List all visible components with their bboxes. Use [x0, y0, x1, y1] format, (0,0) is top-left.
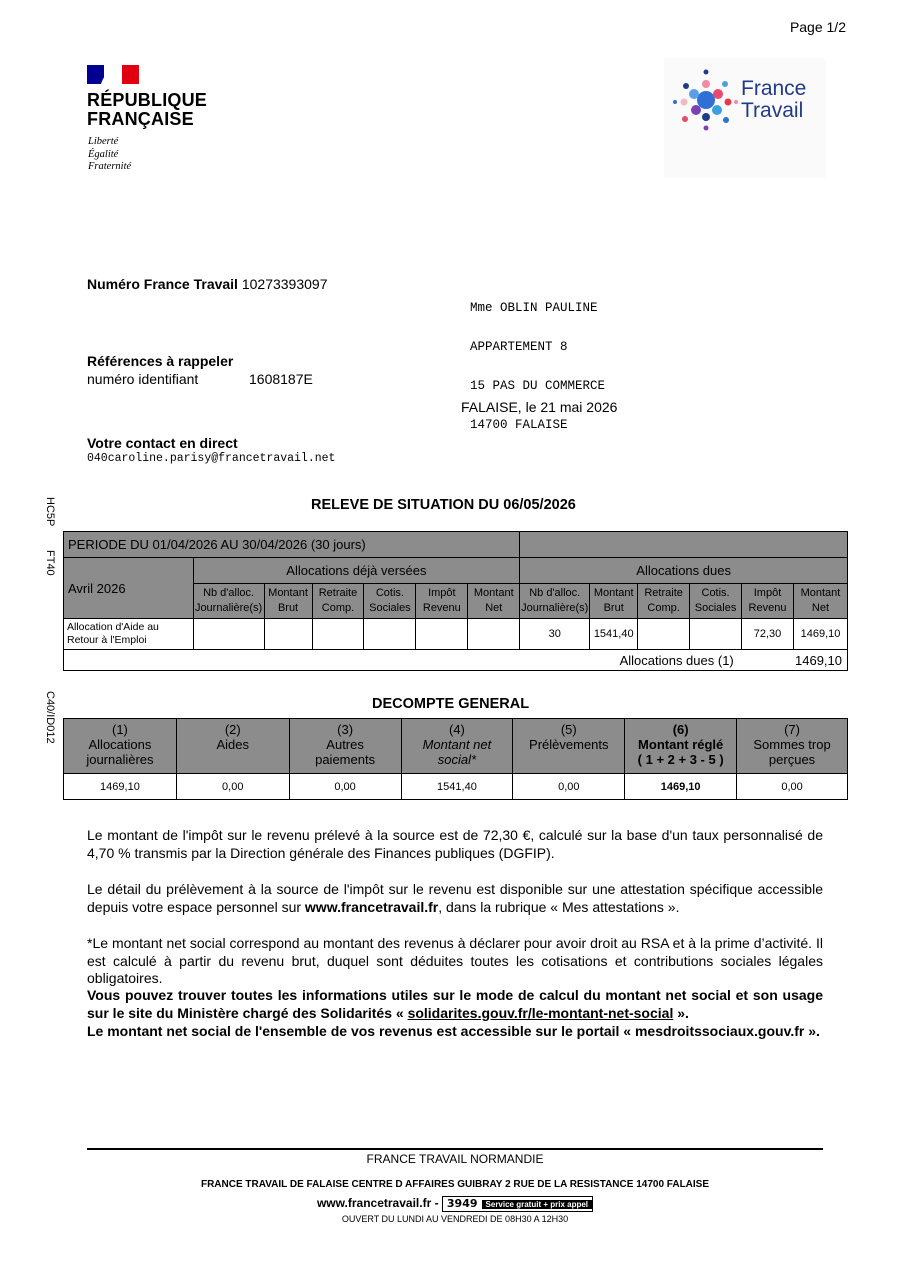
decompte-header-line: journalières: [86, 752, 154, 767]
col-header: [590, 584, 638, 619]
col-header: [312, 584, 364, 619]
footer-agency: FRANCE TRAVAIL DE FALAISE CENTRE D AFFAIRES GUIBRAY 2 RUE DE LA RESISTANCE 14700 FALAISE: [200, 1179, 710, 1190]
decompte-header-line: (1): [111, 722, 128, 737]
col-header-line: Journalière(s): [194, 602, 263, 614]
address-line: 15 PAS DU COMMERCE: [470, 379, 606, 393]
paragraph-impot: Le montant de l'impôt sur le revenu prélevé à la source est de 72,30 €, calculé sur la base d'un taux personnalisé de 4,70 % transmis par la Direction générale des Finances publiques (DGFIP).: [87, 827, 823, 861]
col-header: [638, 584, 690, 619]
p4-text: Vous pouvez trouver toutes les informations utiles sur le mode de calcul du montant net social et son usage sur le site du Ministère chargé des Solidarités «: [87, 987, 823, 1021]
decompte-header: [289, 719, 401, 774]
decompte-header-line: social*: [437, 752, 477, 767]
p2-text-end: , dans la rubrique « Mes attestations ».: [438, 898, 680, 915]
decompte-value: 1541,40: [401, 774, 513, 800]
paragraph-mesdroits: Le montant net social de l'ensemble de vos revenus est accessible sur le portail « mesdroitssociaux.gouv.fr ».: [87, 1023, 820, 1039]
motto-3: Fraternité: [88, 161, 132, 172]
decompte-value: 0,00: [737, 774, 848, 800]
decompte-header-line: Autres: [326, 737, 364, 752]
decompte-header-line: (2): [224, 722, 241, 737]
recipient-address: [470, 276, 605, 445]
col-header-line: Impôt: [753, 587, 782, 599]
col-header-line: Comp.: [647, 602, 680, 614]
decompte-header-line: (7): [784, 722, 800, 737]
decompte-header: [64, 719, 177, 774]
solidarites-link[interactable]: solidarites.gouv.fr/le-montant-net-social: [407, 1004, 674, 1021]
page-number: Page 1/2: [789, 19, 846, 35]
col-header-line: Comp.: [321, 602, 355, 614]
decompte-value: 0,00: [289, 774, 401, 800]
decompte-value: 0,00: [513, 774, 625, 800]
republique-francaise-logo: [87, 91, 207, 129]
total-row: [64, 650, 848, 671]
decompte-value: 0,00: [176, 774, 289, 800]
p2-text: Le détail du prélèvement à la source de l'impôt sur le revenu est disponible sur une attestation spécifique accessible depuis votre espace personnel sur: [87, 881, 823, 915]
paragraph-net-social: *Le montant net social correspond au montant des revenus à déclarer pour avoir droit au RSA et à la prime d’activité. Il est calculé à partir du revenu brut, duquel sont déduites toutes les cotisations et contributions sociales légales obligatoires.: [87, 935, 823, 986]
decompte-header-line: Aides: [216, 737, 250, 752]
col-header: [264, 584, 312, 619]
decompte-header-line: (3): [337, 722, 354, 737]
row-value: [690, 619, 742, 650]
col-header: [742, 584, 794, 619]
motto: [88, 136, 131, 174]
decompte-header-line: perçues: [768, 752, 816, 767]
row-value: 1469,10: [793, 619, 847, 650]
row-value: [364, 619, 416, 650]
total-value: 1469,10: [795, 652, 842, 668]
ft-logo-line2: Travail: [741, 99, 804, 122]
date-line: FALAISE, le 21 mai 2026: [461, 399, 618, 415]
col-header-line: Sociales: [694, 602, 737, 614]
row-label: [64, 619, 194, 650]
col-header-line: Retraite: [644, 587, 683, 599]
decompte-header-line: (4): [448, 722, 465, 737]
col-header-line: Montant: [473, 587, 514, 599]
footer-hours: OUVERT DU LUNDI AU VENDREDI DE 08H30 A 12H30: [341, 1214, 569, 1224]
mois-cell: Avril 2026: [64, 558, 194, 619]
logo-line2: FRANÇAISE: [87, 109, 194, 129]
numero-label: Numéro France Travail: [87, 276, 238, 292]
references-title: Références à rappeler: [87, 353, 234, 369]
col-header-line: Net: [485, 602, 503, 614]
col-header-line: Montant: [593, 587, 634, 599]
col-header-line: Nb d'alloc.: [203, 587, 255, 599]
row-value: [312, 619, 364, 650]
group-versees: Allocations déjà versées: [193, 558, 520, 584]
address-line: Mme OBLIN PAULINE: [470, 301, 598, 315]
col-header-line: Brut: [277, 602, 299, 614]
col-header: [468, 584, 520, 619]
decompte-header: [176, 719, 289, 774]
footer-divider: [87, 1148, 823, 1150]
releve-table: [63, 531, 848, 671]
decompte-header-line: Allocations: [88, 737, 152, 752]
periode-empty-cell: [520, 532, 848, 558]
address-line: APPARTEMENT 8: [470, 340, 568, 354]
col-header-line: Cotis.: [701, 587, 730, 599]
decompte-header: [401, 719, 513, 774]
paragraph-solidarites: [87, 987, 823, 1022]
decompte-header-line: paiements: [315, 752, 376, 767]
marianne-flag-icon: [87, 65, 139, 84]
footer-contact: [87, 1196, 823, 1212]
col-header-line: Cotis.: [375, 587, 404, 599]
contact-email[interactable]: 040caroline.parisy@francetravail.net: [87, 452, 336, 465]
col-header: [520, 584, 590, 619]
row-value: [193, 619, 264, 650]
decompte-value: 1469,10: [64, 774, 177, 800]
col-header-line: Journalière(s): [521, 602, 589, 614]
col-header-line: Revenu: [422, 602, 461, 614]
col-header: [364, 584, 416, 619]
numero-value: 10273393097: [241, 276, 328, 292]
footer-site-link[interactable]: www.francetravail.fr -: [316, 1196, 442, 1211]
contact-title: Votre contact en direct: [87, 435, 238, 451]
side-code-hc5p: HC5P: [44, 497, 56, 527]
col-header: [793, 584, 847, 619]
decompte-header-line: (6): [672, 722, 689, 737]
side-code-c40: C40/ID012: [44, 691, 56, 744]
references-label: numéro identifiant: [87, 371, 199, 387]
logo-line1: RÉPUBLIQUE: [87, 90, 208, 110]
paragraph-attestation: [87, 881, 823, 916]
col-header-line: Brut: [603, 602, 624, 614]
col-header: [193, 584, 264, 619]
row-value: [264, 619, 312, 650]
col-header-line: Retraite: [318, 587, 358, 599]
france-travail-dots-icon: [670, 64, 740, 136]
motto-1: Liberté: [88, 136, 119, 147]
row-value: 72,30: [742, 619, 794, 650]
decompte-header-line: Montant réglé: [638, 737, 724, 752]
address-line: 14700 FALAISE: [470, 418, 568, 432]
phone-number: 3949: [446, 1197, 478, 1210]
row-value: [638, 619, 690, 650]
phone-note: Service gratuit + prix appel: [482, 1200, 592, 1209]
total-label: Allocations dues (1): [619, 652, 734, 668]
p4-text-end: ».: [673, 1004, 689, 1021]
col-header-line: Sociales: [369, 602, 411, 614]
footer-region: FRANCE TRAVAIL NORMANDIE: [366, 1152, 544, 1166]
col-header-line: Revenu: [748, 602, 787, 614]
decompte-table: [63, 718, 848, 800]
row-value: 1541,40: [590, 619, 638, 650]
phone-badge[interactable]: [442, 1196, 593, 1212]
col-header: [416, 584, 468, 619]
decompte-value: 1469,10: [625, 774, 737, 800]
row-value: [468, 619, 520, 650]
decompte-title: DECOMPTE GENERAL: [372, 696, 530, 712]
decompte-header: [625, 719, 737, 774]
decompte-header-line: (5): [560, 722, 577, 737]
col-header-line: Net: [811, 602, 830, 614]
group-dues: Allocations dues: [520, 558, 848, 584]
periode-cell: PERIODE DU 01/04/2026 AU 30/04/2026 (30 jours): [64, 532, 520, 558]
releve-title: RELEVE DE SITUATION DU 06/05/2026: [311, 497, 576, 513]
col-header-line: Nb d'alloc.: [529, 587, 581, 599]
references-value: 1608187E: [249, 371, 313, 387]
col-header-line: Montant: [268, 587, 308, 599]
row-value: 30: [520, 619, 590, 650]
decompte-header: [737, 719, 848, 774]
row-label-line: Retour à l'Emploi: [67, 634, 147, 646]
decompte-header-line: ( 1 + 2 + 3 - 5 ): [637, 752, 724, 767]
decompte-header-line: Montant net: [422, 737, 492, 752]
numero-france-travail: [87, 276, 328, 292]
motto-2: Égalité: [88, 148, 119, 160]
decompte-header: [513, 719, 625, 774]
col-header-line: Impôt: [428, 587, 456, 599]
row-value: [416, 619, 468, 650]
side-code-ft40: FT40: [44, 550, 56, 576]
col-header: [690, 584, 742, 619]
row-label-line: Allocation d'Aide au: [67, 621, 159, 633]
ft-logo-line1: France: [741, 77, 807, 100]
francetravail-link[interactable]: www.francetravail.fr: [304, 898, 439, 915]
france-travail-logo: [664, 58, 826, 178]
decompte-header-line: Prélèvements: [529, 737, 609, 752]
col-header-line: Montant: [800, 587, 841, 599]
decompte-header-line: Sommes trop: [753, 737, 831, 752]
